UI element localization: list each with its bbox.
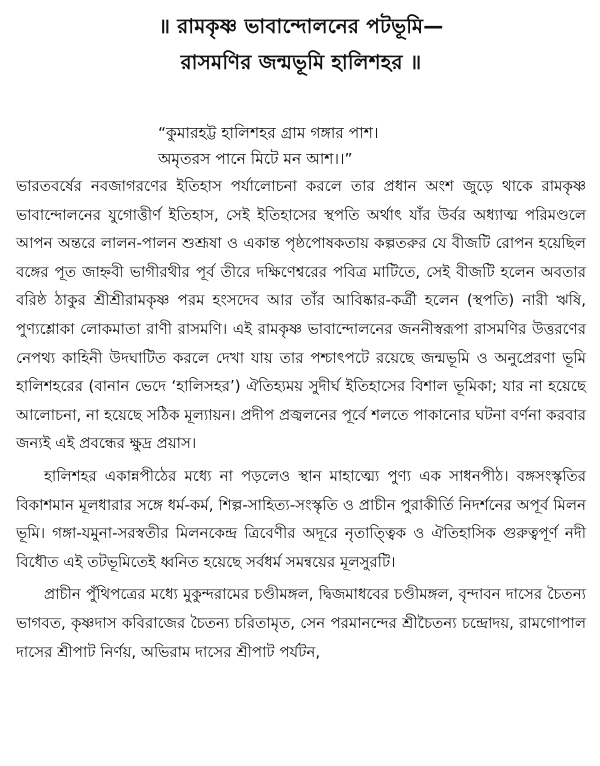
verse-line-1: “কুমারহট্ট হালিশহর গ্রাম গঙ্গার পাশ। bbox=[158, 124, 379, 142]
title-line-1: ॥ রামকৃষ্ণ ভাবান্দোলনের পটভূমি— bbox=[158, 14, 444, 38]
epigraph-verse bbox=[158, 120, 586, 172]
body-paragraph-2: হালিশহর একান্নপীঠের মধ্যে না পড়লেও স্থান মাহাত্ম্যে পুণ্য এক সাধনপীঠ। বঙ্গসংস্কৃতির বিকাশমান মূলধারার সঙ্গে ধর্ম-কর্ম, শিল্প-সাহিত্য-সংস্কৃতি ও প্রাচীন পুরাকীর্তি নিদর্শনের অপূর্ব মিলন ভূমি। গঙ্গা-যমুনা-সরস্বতীর মিলনকেন্দ্র ত্রিবেণীর অদূরে নৃতাত্ত্বিক ও ঐতিহাসিক গুরুত্বপূর্ণ নদী বিধৌত এই তটভূমিতেই ধ্বনিত হয়েছে সর্বধর্ম সমন্বয়ের মূলসুরটি। bbox=[16, 466, 586, 571]
verse-line-2: অমৃতরস পানে মিটে মন আশ।।” bbox=[158, 150, 353, 168]
body-paragraph-1: ভারতবর্ষের নবজাগরণের ইতিহাস পর্যালোচনা করলে তার প্রধান অংশ জুড়ে থাকে রামকৃষ্ণ ভাবান্দোলনের যুগোত্তীর্ণ ইতিহাস, সেই ইতিহাসের স্থপতি অর্থাৎ যাঁর উর্বর অধ্যাত্ম পরিমণ্ডলে আপন অন্তরে লালন-পালন শুশ্রূষা ও একান্ত পৃষ্ঠপোষকতায় কল্পতরুর যে বীজটি রোপন হয়েছিল বঙ্গের পূত জাহ্নবী ভাগীরথীর পূর্ব তীরে দক্ষিণেশ্বরের পবিত্র মাটিতে, সেই বীজটি হলেন অবতার বরিষ্ঠ ঠাকুর শ্রীশ্রীরামকৃষ্ণ পরম হংসদেব আর তাঁর আবিষ্কার-কর্ত্রী হলেন (স্থপতি) নারী ঋষি, পুণ্যশ্লোকা লোকমাতা রাণী রাসমণি। এই রামকৃষ্ণ ভাবান্দোলনের জননীস্বরূপা রাসমণির উত্তরণের নেপথ্য কাহিনী উদঘাটিত করলে দেখা যায় তার পশ্চাৎপটে রয়েছে জন্মভূমি ও অনুপ্রেরণা ভূমি হালিশহরের (বানান ভেদে ‘হালিসহর’) ঐতিহ্যময় সুদীর্ঘ ইতিহাসের বিশাল ভূমিকা; যার না হয়েছে আলোচনা, না হয়েছে সঠিক মূল্যায়ন। প্রদীপ প্রজ্বলনের পূর্বে শলতে পাকানোর ঘটনা বর্ণনা করবার জন্যই এই প্রবন্ধের ক্ষুদ্র প্রয়াস। bbox=[16, 177, 586, 453]
title-line-2: রাসমণির জন্মভূমি হালিশহর ॥ bbox=[180, 50, 422, 74]
chapter-title bbox=[16, 8, 586, 80]
body-paragraph-3: প্রাচীন পুঁথিপত্রের মধ্যে মুকুন্দরামের চণ্ডীমঙ্গল, দ্বিজমাধবের চণ্ডীমঙ্গল, বৃন্দাবন দাসের চৈতন্য ভাগবত, কৃষ্ণদাস কবিরাজের চৈতন্য চরিতামৃত, সেন পরমানন্দের শ্রীচৈতন্য চন্দ্রোদয়, রামগোপাল দাসের শ্রীপাট নির্ণয়, অভিরাম দাসের শ্রীপাট পর্যটন, bbox=[16, 585, 586, 661]
